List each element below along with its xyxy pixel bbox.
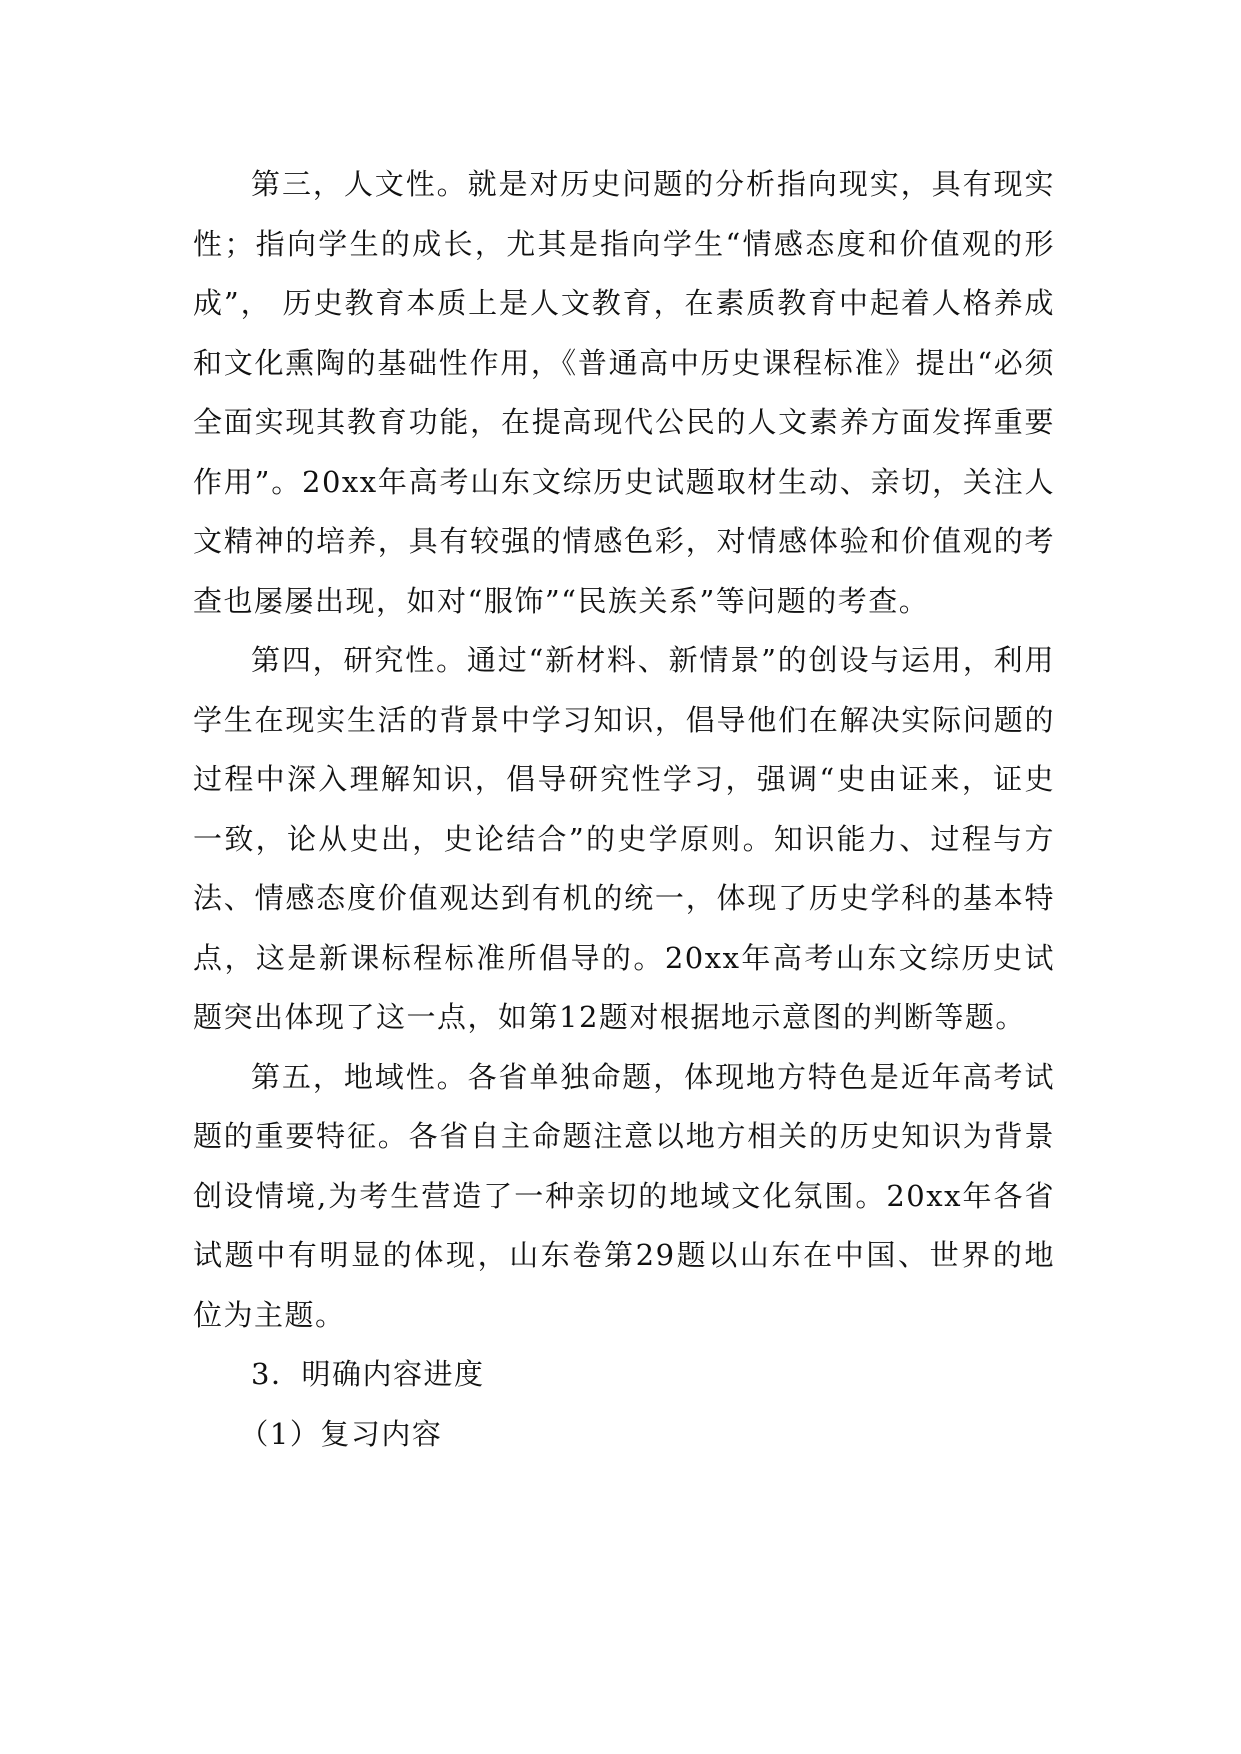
document-body — [193, 155, 1055, 1464]
subsection-heading: （1）复习内容 — [239, 1416, 443, 1451]
paragraph-regional: 第五，地域性。各省单独命题，体现地方特色是近年高考试题的重要特征。各省自主命题注意以地方相关的历史知识为背景创设情境,为考生营造了一种亲切的地域文化氛围。20xx年各省试题中有明显的体现，山东卷第29题以山东在中国、世界的地位为主题。 — [193, 1059, 1055, 1332]
paragraph-humanistic: 第三，人文性。就是对历史问题的分析指向现实，具有现实性；指向学生的成长，尤其是指向学生“情感态度和价值观的形成”， 历史教育本质上是人文教育，在素质教育中起着人格养成和文化熏陶的基础性作用，《普通高中历史课程标准》提出“必须全面实现其教育功能，在提高现代公民的人文素养方面发挥重要作用”。20xx年高考山东文综历史试题取材生动、亲切，关注人文精神的培养，具有较强的情感色彩，对情感体验和价值观的考查也屡屡出现，如对“服饰”“民族关系”等问题的考查。 — [193, 167, 1055, 618]
paragraph-research: 第四，研究性。通过“新材料、新情景”的创设与运用，利用学生在现实生活的背景中学习知识，倡导他们在解决实际问题的过程中深入理解知识，倡导研究性学习，强调“史由证来，证史一致，论从史出，史论结合”的史学原则。知识能力、过程与方法、情感态度价值观达到有机的统一，体现了历史学科的基本特点，这是新课标程标准所倡导的。20xx年高考山东文综历史试题突出体现了这一点，如第12题对根据地示意图的判断等题。 — [193, 643, 1055, 1034]
section-heading: 3．明确内容进度 — [251, 1357, 485, 1391]
